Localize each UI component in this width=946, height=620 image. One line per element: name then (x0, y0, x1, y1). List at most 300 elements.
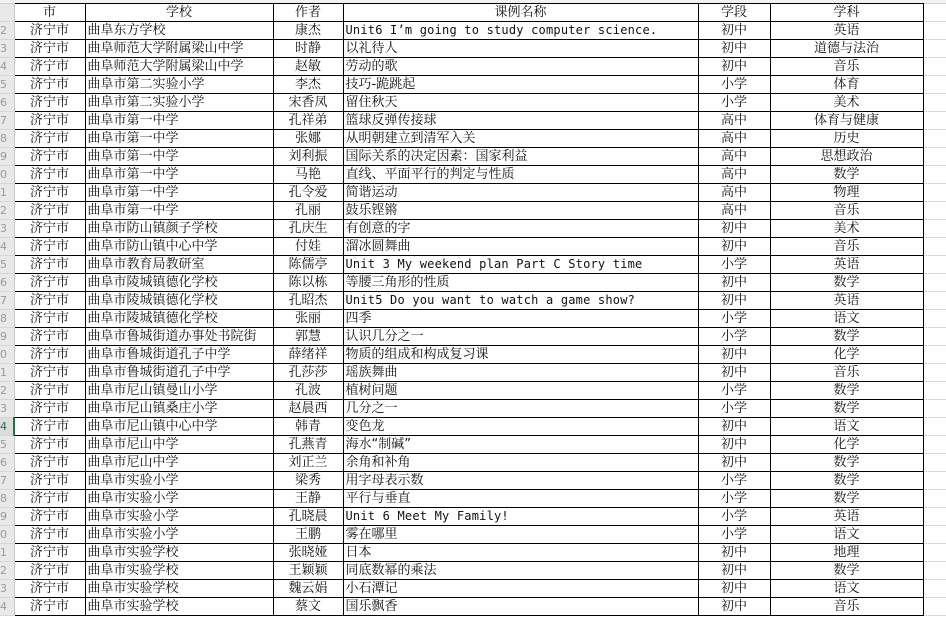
cell-school[interactable]: 曲阜市第一中学 (85, 202, 273, 220)
cell-school[interactable]: 曲阜市尼山镇桑庄小学 (85, 400, 273, 418)
cell-stage[interactable]: 初中 (698, 598, 770, 616)
cell-school[interactable]: 曲阜市第一中学 (85, 130, 273, 148)
cell-stage[interactable]: 小学 (698, 328, 770, 346)
cell-city[interactable]: 济宁市 (14, 544, 85, 562)
empty-cell[interactable] (923, 508, 946, 526)
table-row (0, 544, 946, 562)
cell-stage[interactable]: 初中 (698, 544, 770, 562)
table-row (0, 166, 946, 184)
cell-subject[interactable]: 英语 (770, 256, 923, 274)
row-number[interactable]: 7 (0, 292, 14, 310)
cell-city[interactable]: 济宁市 (14, 22, 85, 40)
empty-cell[interactable] (923, 418, 946, 436)
cell-city[interactable]: 济宁市 (14, 472, 85, 490)
cell-lesson-title[interactable]: 几分之一 (343, 400, 698, 418)
table-row (0, 400, 946, 418)
cell-city[interactable]: 济宁市 (14, 94, 85, 112)
cell-stage[interactable]: 小学 (698, 400, 770, 418)
empty-cell[interactable] (923, 274, 946, 292)
empty-cell[interactable] (923, 184, 946, 202)
cell-stage[interactable]: 高中 (698, 148, 770, 166)
cell-city[interactable]: 济宁市 (14, 436, 85, 454)
cell-author[interactable]: 赵敏 (273, 58, 343, 76)
cell-lesson-title[interactable]: 物质的组成和构成复习课 (343, 346, 698, 364)
cell-subject[interactable]: 数学 (770, 400, 923, 418)
cell-author[interactable]: 孔令爱 (273, 184, 343, 202)
cell-subject[interactable]: 音乐 (770, 238, 923, 256)
cell-lesson-title[interactable]: 小石潭记 (343, 580, 698, 598)
table-row (0, 76, 946, 94)
cell-author[interactable]: 赵晨西 (273, 400, 343, 418)
cell-school[interactable]: 曲阜市陵城镇德化学校 (85, 274, 273, 292)
cell-lesson-title[interactable]: 认识几分之一 (343, 328, 698, 346)
cell-school[interactable]: 曲阜市教育局教研室 (85, 256, 273, 274)
cell-subject[interactable]: 数学 (770, 490, 923, 508)
cell-lesson-title[interactable]: 篮球反弹传接球 (343, 112, 698, 130)
cell-school[interactable]: 曲阜市实验学校 (85, 580, 273, 598)
header-author[interactable]: 作者 (273, 4, 343, 22)
row-number[interactable]: 4 (0, 58, 14, 76)
row-number[interactable]: 0 (0, 166, 14, 184)
cell-author[interactable]: 孔昭杰 (273, 292, 343, 310)
cell-school[interactable]: 曲阜市陵城镇德化学校 (85, 292, 273, 310)
cell-author[interactable]: 王鹏 (273, 526, 343, 544)
cell-school[interactable]: 曲阜市尼山镇中心中学 (85, 418, 273, 436)
cell-stage[interactable]: 初中 (698, 40, 770, 58)
row-number[interactable]: 8 (0, 310, 14, 328)
empty-cell[interactable] (923, 346, 946, 364)
cell-city[interactable]: 济宁市 (14, 382, 85, 400)
table-row (0, 148, 946, 166)
row-number[interactable]: 2 (0, 382, 14, 400)
cell-author[interactable]: 刘利振 (273, 148, 343, 166)
cell-author[interactable]: 蔡文 (273, 598, 343, 616)
cell-lesson-title[interactable]: 国乐飘香 (343, 598, 698, 616)
table-row (0, 40, 946, 58)
empty-cell[interactable] (923, 598, 946, 616)
cell-school[interactable]: 曲阜市实验小学 (85, 508, 273, 526)
row-number[interactable]: 8 (0, 130, 14, 148)
row-number[interactable]: 8 (0, 490, 14, 508)
cell-stage[interactable]: 高中 (698, 112, 770, 130)
cell-lesson-title[interactable]: Unit5 Do you want to watch a game show? (343, 292, 698, 310)
cell-city[interactable]: 济宁市 (14, 220, 85, 238)
cell-school[interactable]: 曲阜市实验学校 (85, 544, 273, 562)
empty-cell[interactable] (923, 400, 946, 418)
table-row (0, 436, 946, 454)
cell-stage[interactable]: 小学 (698, 526, 770, 544)
row-number[interactable]: 1 (0, 544, 14, 562)
cell-stage[interactable]: 高中 (698, 130, 770, 148)
cell-subject[interactable]: 数学 (770, 274, 923, 292)
cell-lesson-title[interactable]: Unit6 I’m going to study computer science. (343, 22, 698, 40)
cell-city[interactable]: 济宁市 (14, 256, 85, 274)
cell-lesson-title[interactable]: 溜冰圆舞曲 (343, 238, 698, 256)
cell-school[interactable]: 曲阜市陵城镇德化学校 (85, 310, 273, 328)
cell-stage[interactable]: 小学 (698, 382, 770, 400)
table-row (0, 328, 946, 346)
cell-city[interactable]: 济宁市 (14, 400, 85, 418)
header-lesson-title[interactable]: 课例名称 (343, 4, 698, 22)
cell-city[interactable]: 济宁市 (14, 598, 85, 616)
header-stage[interactable]: 学段 (698, 4, 770, 22)
row-number[interactable]: 6 (0, 454, 14, 472)
table-row (0, 598, 946, 616)
empty-cell[interactable] (923, 22, 946, 40)
cell-subject[interactable]: 数学 (770, 382, 923, 400)
cell-stage[interactable]: 高中 (698, 166, 770, 184)
row-number[interactable]: 5 (0, 256, 14, 274)
cell-lesson-title[interactable]: 雾在哪里 (343, 526, 698, 544)
cell-school[interactable]: 曲阜市第一中学 (85, 148, 273, 166)
cell-subject[interactable]: 道德与法治 (770, 40, 923, 58)
cell-lesson-title[interactable]: 平行与垂直 (343, 490, 698, 508)
cell-city[interactable]: 济宁市 (14, 76, 85, 94)
empty-cell[interactable] (923, 562, 946, 580)
cell-author[interactable]: 康杰 (273, 22, 343, 40)
empty-cell[interactable] (923, 4, 946, 22)
cell-author[interactable]: 宋香凤 (273, 94, 343, 112)
cell-lesson-title[interactable]: 瑶族舞曲 (343, 364, 698, 382)
cell-city[interactable]: 济宁市 (14, 40, 85, 58)
cell-lesson-title[interactable]: 余角和补角 (343, 454, 698, 472)
empty-cell[interactable] (923, 220, 946, 238)
cell-school[interactable]: 曲阜市第二实验小学 (85, 94, 273, 112)
cell-author[interactable]: 陈儒亭 (273, 256, 343, 274)
row-number[interactable]: 2 (0, 22, 14, 40)
data-table (0, 3, 946, 616)
cell-subject[interactable]: 数学 (770, 472, 923, 490)
row-number[interactable]: 9 (0, 148, 14, 166)
cell-city[interactable]: 济宁市 (14, 526, 85, 544)
cell-city[interactable]: 济宁市 (14, 130, 85, 148)
row-number[interactable]: 5 (0, 76, 14, 94)
cell-subject[interactable]: 体育与健康 (770, 112, 923, 130)
cell-subject[interactable]: 体育 (770, 76, 923, 94)
cell-lesson-title[interactable]: 鼓乐铿锵 (343, 202, 698, 220)
cell-subject[interactable]: 美术 (770, 220, 923, 238)
table-row (0, 418, 946, 436)
cell-author[interactable]: 孔庆生 (273, 220, 343, 238)
cell-stage[interactable]: 初中 (698, 418, 770, 436)
cell-subject[interactable]: 美术 (770, 94, 923, 112)
table-row (0, 238, 946, 256)
cell-author[interactable]: 张丽 (273, 310, 343, 328)
header-city[interactable]: 市 (14, 4, 85, 22)
empty-cell[interactable] (923, 382, 946, 400)
cell-subject[interactable]: 语文 (770, 418, 923, 436)
row-number[interactable]: 4 (0, 238, 14, 256)
table-row (0, 580, 946, 598)
row-number[interactable]: 1 (0, 364, 14, 382)
cell-school[interactable]: 曲阜师范大学附属梁山中学 (85, 58, 273, 76)
cell-city[interactable]: 济宁市 (14, 166, 85, 184)
table-row (0, 22, 946, 40)
cell-subject[interactable]: 思想政治 (770, 148, 923, 166)
cell-author[interactable]: 孔丽 (273, 202, 343, 220)
cell-author[interactable]: 孔晓晨 (273, 508, 343, 526)
row-number[interactable]: 7 (0, 472, 14, 490)
cell-city[interactable]: 济宁市 (14, 310, 85, 328)
cell-lesson-title[interactable]: 海水“制碱” (343, 436, 698, 454)
cell-lesson-title[interactable]: 有创意的字 (343, 220, 698, 238)
cell-school[interactable]: 曲阜市尼山镇曼山小学 (85, 382, 273, 400)
cell-subject[interactable]: 数学 (770, 328, 923, 346)
cell-stage[interactable]: 小学 (698, 76, 770, 94)
cell-stage[interactable]: 小学 (698, 472, 770, 490)
row-number[interactable]: 0 (0, 346, 14, 364)
table-row (0, 526, 946, 544)
cell-school[interactable]: 曲阜师范大学附属梁山中学 (85, 40, 273, 58)
empty-cell[interactable] (923, 256, 946, 274)
cell-stage[interactable]: 初中 (698, 436, 770, 454)
cell-author[interactable]: 孔祥弟 (273, 112, 343, 130)
row-number[interactable]: 1 (0, 184, 14, 202)
cell-stage[interactable]: 初中 (698, 22, 770, 40)
cell-lesson-title[interactable]: 劳动的歌 (343, 58, 698, 76)
empty-cell[interactable] (923, 544, 946, 562)
cell-subject[interactable]: 化学 (770, 346, 923, 364)
cell-subject[interactable]: 音乐 (770, 598, 923, 616)
cell-school[interactable]: 曲阜市实验小学 (85, 490, 273, 508)
cell-school[interactable]: 曲阜市鲁城街道孔子中学 (85, 364, 273, 382)
table-row (0, 310, 946, 328)
cell-stage[interactable]: 初中 (698, 562, 770, 580)
empty-cell[interactable] (923, 454, 946, 472)
cell-school[interactable]: 曲阜市实验小学 (85, 526, 273, 544)
cell-subject[interactable]: 数学 (770, 166, 923, 184)
cell-lesson-title[interactable]: 技巧-跪跳起 (343, 76, 698, 94)
cell-school[interactable]: 曲阜市实验学校 (85, 562, 273, 580)
empty-cell[interactable] (923, 202, 946, 220)
empty-cell[interactable] (923, 472, 946, 490)
cell-stage[interactable]: 初中 (698, 346, 770, 364)
cell-author[interactable]: 付娃 (273, 238, 343, 256)
cell-lesson-title[interactable]: 变色龙 (343, 418, 698, 436)
cell-author[interactable]: 孔莎莎 (273, 364, 343, 382)
row-number[interactable]: 2 (0, 202, 14, 220)
row-number[interactable]: 0 (0, 526, 14, 544)
row-number[interactable]: 9 (0, 508, 14, 526)
cell-city[interactable]: 济宁市 (14, 202, 85, 220)
cell-school[interactable]: 曲阜市实验小学 (85, 472, 273, 490)
cell-subject[interactable]: 语文 (770, 580, 923, 598)
empty-cell[interactable] (923, 40, 946, 58)
empty-cell[interactable] (923, 292, 946, 310)
cell-city[interactable]: 济宁市 (14, 364, 85, 382)
cell-subject[interactable]: 物理 (770, 184, 923, 202)
row-number[interactable]: 3 (0, 40, 14, 58)
cell-lesson-title[interactable]: 从明朝建立到清军入关 (343, 130, 698, 148)
cell-stage[interactable]: 高中 (698, 202, 770, 220)
cell-subject[interactable]: 语文 (770, 310, 923, 328)
cell-stage[interactable]: 初中 (698, 58, 770, 76)
cell-author[interactable]: 陈以栋 (273, 274, 343, 292)
cell-city[interactable]: 济宁市 (14, 184, 85, 202)
cell-subject[interactable]: 地理 (770, 544, 923, 562)
cell-lesson-title[interactable]: 等腰三角形的性质 (343, 274, 698, 292)
cell-stage[interactable]: 小学 (698, 256, 770, 274)
empty-cell[interactable] (923, 490, 946, 508)
cell-subject[interactable]: 历史 (770, 130, 923, 148)
row-number[interactable]: 4 (0, 598, 14, 616)
table-row (0, 256, 946, 274)
cell-stage[interactable]: 初中 (698, 454, 770, 472)
header-row (0, 4, 946, 22)
row-number[interactable]: 3 (0, 580, 14, 598)
cell-lesson-title[interactable]: 用字母表示数 (343, 472, 698, 490)
empty-cell[interactable] (923, 112, 946, 130)
table-row (0, 202, 946, 220)
cell-lesson-title[interactable]: Unit 3 My weekend plan Part C Story time (343, 256, 698, 274)
row-number[interactable]: 3 (0, 400, 14, 418)
cell-lesson-title[interactable]: 同底数幂的乘法 (343, 562, 698, 580)
cell-stage[interactable]: 小学 (698, 310, 770, 328)
cell-city[interactable]: 济宁市 (14, 562, 85, 580)
cell-city[interactable]: 济宁市 (14, 454, 85, 472)
cell-stage[interactable]: 小学 (698, 94, 770, 112)
cell-lesson-title[interactable]: 留住秋天 (343, 94, 698, 112)
row-number[interactable]: 6 (0, 274, 14, 292)
cell-subject[interactable]: 化学 (770, 436, 923, 454)
header-subject[interactable]: 学科 (770, 4, 923, 22)
cell-stage[interactable]: 小学 (698, 508, 770, 526)
cell-subject[interactable]: 英语 (770, 292, 923, 310)
cell-school[interactable]: 曲阜市第一中学 (85, 112, 273, 130)
header-school[interactable]: 学校 (85, 4, 273, 22)
cell-author[interactable]: 刘正兰 (273, 454, 343, 472)
cell-stage[interactable]: 初中 (698, 364, 770, 382)
cell-subject[interactable]: 语文 (770, 526, 923, 544)
row-number[interactable]: 5 (0, 436, 14, 454)
cell-lesson-title[interactable]: 以礼待人 (343, 40, 698, 58)
cell-author[interactable]: 孔波 (273, 382, 343, 400)
cell-stage[interactable]: 初中 (698, 238, 770, 256)
empty-cell[interactable] (923, 364, 946, 382)
cell-stage[interactable]: 高中 (698, 184, 770, 202)
row-header[interactable] (0, 4, 14, 22)
cell-subject[interactable]: 音乐 (770, 58, 923, 76)
empty-cell[interactable] (923, 328, 946, 346)
table-row (0, 220, 946, 238)
cell-city[interactable]: 济宁市 (14, 112, 85, 130)
cell-author[interactable]: 时静 (273, 40, 343, 58)
table-row (0, 490, 946, 508)
empty-cell[interactable] (923, 130, 946, 148)
cell-stage[interactable]: 小学 (698, 490, 770, 508)
row-number[interactable]: 6 (0, 94, 14, 112)
cell-lesson-title[interactable]: 国际关系的决定因素：国家利益 (343, 148, 698, 166)
cell-school[interactable]: 曲阜市鲁城街道孔子中学 (85, 346, 273, 364)
table-row (0, 274, 946, 292)
empty-cell[interactable] (923, 436, 946, 454)
cell-school[interactable]: 曲阜市第二实验小学 (85, 76, 273, 94)
cell-author[interactable]: 魏云娟 (273, 580, 343, 598)
table-row (0, 112, 946, 130)
cell-city[interactable]: 济宁市 (14, 580, 85, 598)
empty-cell[interactable] (923, 76, 946, 94)
empty-cell[interactable] (923, 58, 946, 76)
empty-cell[interactable] (923, 238, 946, 256)
table-row (0, 364, 946, 382)
row-number[interactable]: 4 (0, 418, 14, 436)
cell-stage[interactable]: 初中 (698, 220, 770, 238)
cell-school[interactable]: 曲阜市第一中学 (85, 184, 273, 202)
cell-author[interactable]: 张娜 (273, 130, 343, 148)
cell-lesson-title[interactable]: Unit 6 Meet My Family! (343, 508, 698, 526)
table-row (0, 508, 946, 526)
cell-school[interactable]: 曲阜市第一中学 (85, 166, 273, 184)
cell-author[interactable]: 薛绪祥 (273, 346, 343, 364)
table-row (0, 382, 946, 400)
cell-school[interactable]: 曲阜市尼山中学 (85, 454, 273, 472)
cell-school[interactable]: 曲阜市防山镇颜子学校 (85, 220, 273, 238)
row-number[interactable]: 7 (0, 112, 14, 130)
cell-stage[interactable]: 初中 (698, 292, 770, 310)
cell-stage[interactable]: 初中 (698, 274, 770, 292)
cell-author[interactable]: 郭慧 (273, 328, 343, 346)
cell-subject[interactable]: 音乐 (770, 364, 923, 382)
cell-lesson-title[interactable]: 四季 (343, 310, 698, 328)
table-row (0, 562, 946, 580)
cell-subject[interactable]: 数学 (770, 562, 923, 580)
empty-cell[interactable] (923, 526, 946, 544)
cell-lesson-title[interactable]: 日本 (343, 544, 698, 562)
cell-city[interactable]: 济宁市 (14, 328, 85, 346)
cell-author[interactable]: 梁秀 (273, 472, 343, 490)
empty-cell[interactable] (923, 148, 946, 166)
cell-city[interactable]: 济宁市 (14, 508, 85, 526)
cell-stage[interactable]: 初中 (698, 580, 770, 598)
cell-school[interactable]: 曲阜市防山镇中心中学 (85, 238, 273, 256)
cell-city[interactable]: 济宁市 (14, 58, 85, 76)
table-row (0, 58, 946, 76)
empty-cell[interactable] (923, 580, 946, 598)
row-number[interactable]: 9 (0, 328, 14, 346)
empty-cell[interactable] (923, 310, 946, 328)
cell-city[interactable]: 济宁市 (14, 274, 85, 292)
cell-subject[interactable]: 英语 (770, 22, 923, 40)
cell-lesson-title[interactable]: 植树问题 (343, 382, 698, 400)
cell-author[interactable]: 张晓娅 (273, 544, 343, 562)
cell-city[interactable]: 济宁市 (14, 292, 85, 310)
cell-subject[interactable]: 数学 (770, 454, 923, 472)
cell-author[interactable]: 孔燕青 (273, 436, 343, 454)
cell-city[interactable]: 济宁市 (14, 418, 85, 436)
cell-city[interactable]: 济宁市 (14, 238, 85, 256)
cell-school[interactable]: 曲阜市鲁城街道办事处书院街 (85, 328, 273, 346)
cell-author[interactable]: 王颖颖 (273, 562, 343, 580)
row-number[interactable]: 2 (0, 562, 14, 580)
cell-lesson-title[interactable]: 简谐运动 (343, 184, 698, 202)
cell-lesson-title[interactable]: 直线、平面平行的判定与性质 (343, 166, 698, 184)
cell-author[interactable]: 李杰 (273, 76, 343, 94)
cell-school[interactable]: 曲阜市尼山中学 (85, 436, 273, 454)
cell-author[interactable]: 马艳 (273, 166, 343, 184)
cell-subject[interactable]: 音乐 (770, 202, 923, 220)
cell-author[interactable]: 王静 (273, 490, 343, 508)
cell-school[interactable]: 曲阜东方学校 (85, 22, 273, 40)
cell-city[interactable]: 济宁市 (14, 490, 85, 508)
empty-cell[interactable] (923, 94, 946, 112)
row-number[interactable]: 3 (0, 220, 14, 238)
empty-cell[interactable] (923, 166, 946, 184)
cell-subject[interactable]: 英语 (770, 508, 923, 526)
cell-author[interactable]: 韩青 (273, 418, 343, 436)
cell-school[interactable]: 曲阜市实验学校 (85, 598, 273, 616)
cell-city[interactable]: 济宁市 (14, 346, 85, 364)
cell-city[interactable]: 济宁市 (14, 148, 85, 166)
